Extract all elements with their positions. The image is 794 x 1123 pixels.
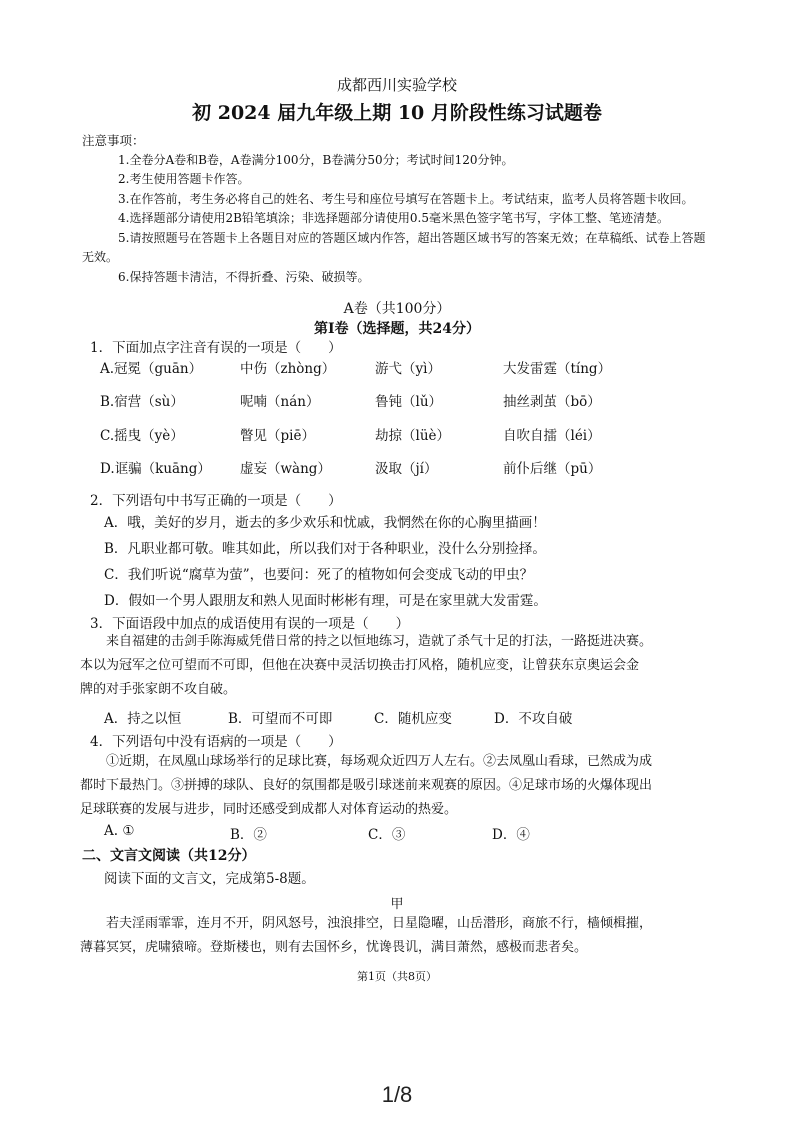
choice: B．②: [230, 827, 267, 843]
passage-line: 若夫淫雨霏霏，连月不开，阴风怒号，浊浪排空，日星隐曜，山岳潜形，商旅不行，樯倾楫摧，: [106, 916, 653, 931]
choice: B．可望而不可即: [228, 711, 333, 727]
notes-item: 4.选择题部分请使用2B铅笔填涂；非选择题部分请使用0.5毫米黑色签字笔书写，字体工整、笔迹清楚。: [118, 211, 669, 225]
notes-block: [82, 131, 742, 287]
option-cell: 中伤（zhòng）: [240, 360, 336, 377]
question-4-choices: [104, 823, 624, 843]
choice: A. ①: [104, 823, 135, 839]
option-cell: 瞥见（piē）: [240, 427, 315, 444]
passage-label: 甲: [390, 897, 404, 912]
option-cell: B.宿营（sù）: [100, 394, 184, 411]
passage-line: 足球联赛的发展与进步，同时还感受到成都人对体育运动的热爱。: [80, 802, 458, 817]
option-row: [100, 417, 660, 451]
option-cell: 汲取（jí）: [375, 461, 438, 478]
notes-item: 3.在作答前，考生务必将自己的姓名、考生号和座位号填写在答题卡上。考试结束，监考人员将答题卡收回。: [118, 191, 694, 206]
option-cell: 游弋（yì）: [375, 360, 441, 377]
passage-line: 都时下最热门。③拼搏的球队、良好的氛围都是吸引球迷前来观赛的原因。④足球市场的火爆体现出: [80, 778, 653, 793]
passage-line: ①近期，在凤凰山球场举行的足球比赛，每场观众近四万人左右。②去凤凰山看球，已然成为成: [106, 754, 653, 769]
page-footer: 第1页（共8页）: [357, 970, 437, 983]
section-i-heading: 第Ⅰ卷（选择题，共24分）: [313, 321, 481, 337]
option-line: A．哦，美好的岁月，逝去的多少欢乐和忧戚，我惘然在你的心胸里描画！: [104, 515, 546, 531]
choice: C．③: [368, 827, 406, 843]
question-4-passage: [80, 750, 730, 822]
option-cell: 抽丝剥茧（bō）: [503, 394, 601, 411]
option-cell: 大发雷霆（tíng）: [503, 360, 612, 377]
choice: D．不攻自破: [494, 711, 573, 727]
question-2-options: [104, 510, 664, 614]
question-3-stem: 3．下面语段中加点的成语使用有误的一项是（ ）: [90, 616, 410, 632]
option-cell: C.摇曳（yè）: [100, 427, 184, 444]
option-cell: 前仆后继（pū）: [503, 461, 602, 478]
section-2-instruction: 阅读下面的文言文，完成第5-8题。: [104, 871, 315, 887]
notes-item: 2.考生使用答题卡作答。: [118, 172, 250, 186]
section-2-heading: 二、文言文阅读（共12分）: [82, 848, 256, 864]
notes-item: 无效。: [82, 250, 119, 264]
question-2-stem: 2．下列语句中书写正确的一项是（ ）: [90, 493, 342, 509]
notes-heading: 注意事项：: [82, 133, 145, 148]
option-cell: D.诓骗（kuāng）: [100, 461, 211, 478]
option-row: [100, 384, 660, 418]
choice: D．④: [492, 827, 530, 843]
passage-line: 来自福建的击剑手陈海威凭借日常的持之以恒地练习，造就了杀气十足的打法，一路挺进决赛。: [106, 634, 653, 649]
question-1-stem: 1．下面加点字注音有误的一项是（ ）: [90, 340, 342, 356]
exam-title: 初 2024 届九年级上期 10 月阶段性练习试题卷: [192, 102, 602, 124]
notes-item: 6.保持答题卡清洁，不得折叠、污染、破损等。: [118, 269, 370, 284]
notes-item: 5.请按照题号在答题卡上各题目对应的答题区域内作答，超出答题区域书写的答案无效；在草稿纸、试卷上答题: [118, 230, 706, 245]
option-row: [100, 350, 660, 384]
option-line: B．凡职业都可敬。唯其如此，所以我们对于各种职业，没什么分别捡择。: [104, 541, 546, 557]
option-line: C．我们听说“腐草为萤”，也要问：死了的植物如何会变成飞动的甲虫？: [104, 567, 534, 583]
option-cell: 劫掠（lüè）: [375, 427, 451, 444]
passage-line: 本以为冠军之位可望而不可即，但他在决赛中灵活切换击打风格，随机应变，让曾获东京奥运会金: [80, 658, 640, 673]
option-cell: 呢喃（nán）: [240, 394, 320, 411]
option-line: D．假如一个男人跟朋友和熟人见面时彬彬有理，可是在家里就大发雷霆。: [104, 593, 547, 609]
question-4-stem: 4．下列语句中没有语病的一项是（ ）: [90, 734, 342, 750]
school-name: 成都西川实验学校: [336, 76, 457, 94]
choice: A．持之以恒: [104, 711, 182, 727]
question-1-options: [100, 350, 660, 484]
option-cell: A.冠冕（guān）: [100, 360, 203, 377]
classical-passage: [80, 912, 740, 960]
option-cell: 自吹自擂（léi）: [503, 427, 601, 444]
passage-line: 牌的对手张家朗不攻自破。: [80, 682, 237, 697]
choice: C．随机应变: [374, 711, 452, 727]
option-row: [100, 451, 660, 485]
section-a-heading: A卷（共100分）: [343, 301, 451, 317]
question-3-choices: [104, 707, 624, 727]
question-3-passage: [80, 630, 730, 702]
passage-line: 薄暮冥冥，虎啸猿啼。登斯楼也，则有去国怀乡，忧谗畏讥，满目萧然，感极而悲者矣。: [80, 940, 588, 955]
page-indicator: 1/8: [381, 1082, 413, 1107]
option-cell: 鲁钝（lǔ）: [375, 394, 443, 411]
option-cell: 虚妄（wàng）: [240, 461, 331, 478]
notes-item: 1.全卷分A卷和B卷，A卷满分100分，B卷满分50分；考试时间120分钟。: [118, 152, 514, 167]
